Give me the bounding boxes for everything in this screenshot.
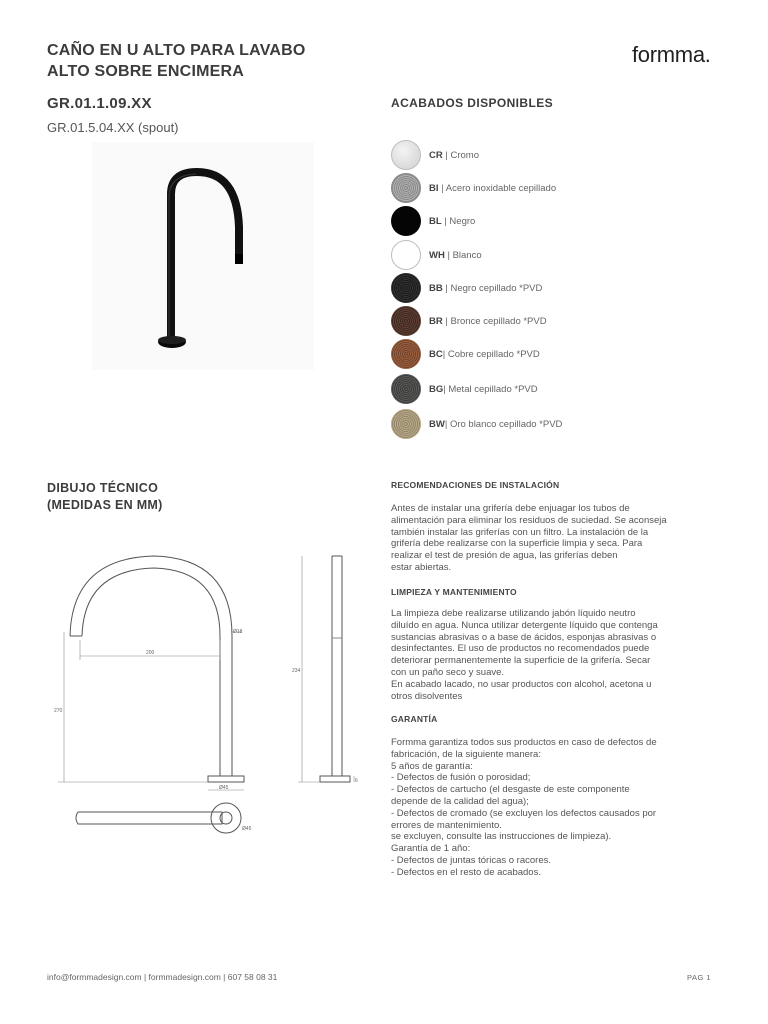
finish-item: CR | Cromo (391, 140, 479, 170)
dim-base-thickness: 6 (355, 778, 358, 784)
finish-swatch-negro-cepillado (391, 273, 421, 303)
brand-logo: formma. (632, 42, 711, 67)
finish-swatch-acero (391, 173, 421, 203)
finish-item: BC| Cobre cepillado *PVD (391, 339, 540, 369)
clean-text: La limpieza debe realizarse utilizando jabón líquido neutro diluído en agua. Nunca utilizar detergente líquido que contenga sustancias abrasivas o a base de ácidos, esponjas abrasivas o desinfectantes. El uso de productos no recomendados puede deteriorar permanentemente la superficie de la grifería. Secar con un paño seco y suave. En acabado lacado, no usar productos con alcohol, acetona u otros disolventes (391, 608, 658, 702)
product-subcode: GR.01.5.04.XX (spout) (47, 120, 179, 135)
dim-base-diameter: Ø45 (219, 785, 229, 791)
page-number: PAG 1 (687, 973, 712, 982)
finish-item: BB | Negro cepillado *PVD (391, 273, 542, 303)
product-image (92, 142, 314, 370)
dim-top-diameter: Ø18 (233, 629, 243, 635)
finish-swatch-blanco (391, 240, 421, 270)
finish-swatch-cobre (391, 339, 421, 369)
finishes-title: ACABADOS DISPONIBLES (391, 96, 554, 110)
warranty-title: GARANTÍA (391, 714, 438, 724)
warranty-text: Formma garantiza todos sus productos en caso de defectos de fabricación, de la siguiente manera: 5 años de garantía: - Defectos de fusión o porosidad; - Defectos de cartucho (el desgaste de este componente depende de la calidad del agua); - Defectos de cromado (se excluyen los defectos causados por errores de mantenimiento. se excluyen, consulte las instrucciones de limpieza). Garantía de 1 año: - Defectos de juntas tóricas o racores. - Defectos en el resto de acabados. (391, 737, 657, 878)
finish-item: BG| Metal cepillado *PVD (391, 374, 538, 404)
dim-plan-diameter: Ø45 (242, 826, 252, 832)
finish-swatch-metal (391, 374, 421, 404)
install-title: RECOMENDACIONES DE INSTALACIÓN (391, 480, 560, 490)
dim-height: 270 (54, 708, 63, 714)
finish-item: BR | Bronce cepillado *PVD (391, 306, 547, 336)
finish-item: WH | Blanco (391, 240, 482, 270)
clean-title: LIMPIEZA Y MANTENIMIENTO (391, 587, 517, 597)
footer-contact: info@formmadesign.com | formmadesign.com | 607 58 08 31 (47, 972, 278, 982)
technical-drawing-title: DIBUJO TÉCNICO (MEDIDAS EN MM) (47, 481, 163, 512)
install-text: Antes de instalar una grifería debe enjuagar los tubos de alimentación para eliminar los residuos de suciedad. Se aconseja también instalar las griferías con un filtro. La instalación de la grifería debe realizarse con la superficie limpia y seca. Para realizar el test de presión de agua, las griferías deben estar abiertas. (391, 503, 667, 573)
product-code: GR.01.1.09.XX (47, 95, 152, 112)
finish-swatch-negro (391, 206, 421, 236)
finish-item: BI | Acero inoxidable cepillado (391, 173, 556, 203)
finish-swatch-cromo (391, 140, 421, 170)
dim-side-height: 234 (292, 668, 301, 674)
finish-swatch-bronce (391, 306, 421, 336)
finish-item: BW| Oro blanco cepillado *PVD (391, 409, 562, 439)
title-line-2: ALTO SOBRE ENCIMERA (47, 63, 244, 80)
technical-drawing (44, 540, 364, 845)
product-title (47, 40, 306, 82)
dim-reach: 200 (146, 650, 155, 656)
finish-item: BL | Negro (391, 206, 475, 236)
finish-swatch-oro-blanco (391, 409, 421, 439)
title-line-1: CAÑO EN U ALTO PARA LAVABO (47, 42, 306, 59)
